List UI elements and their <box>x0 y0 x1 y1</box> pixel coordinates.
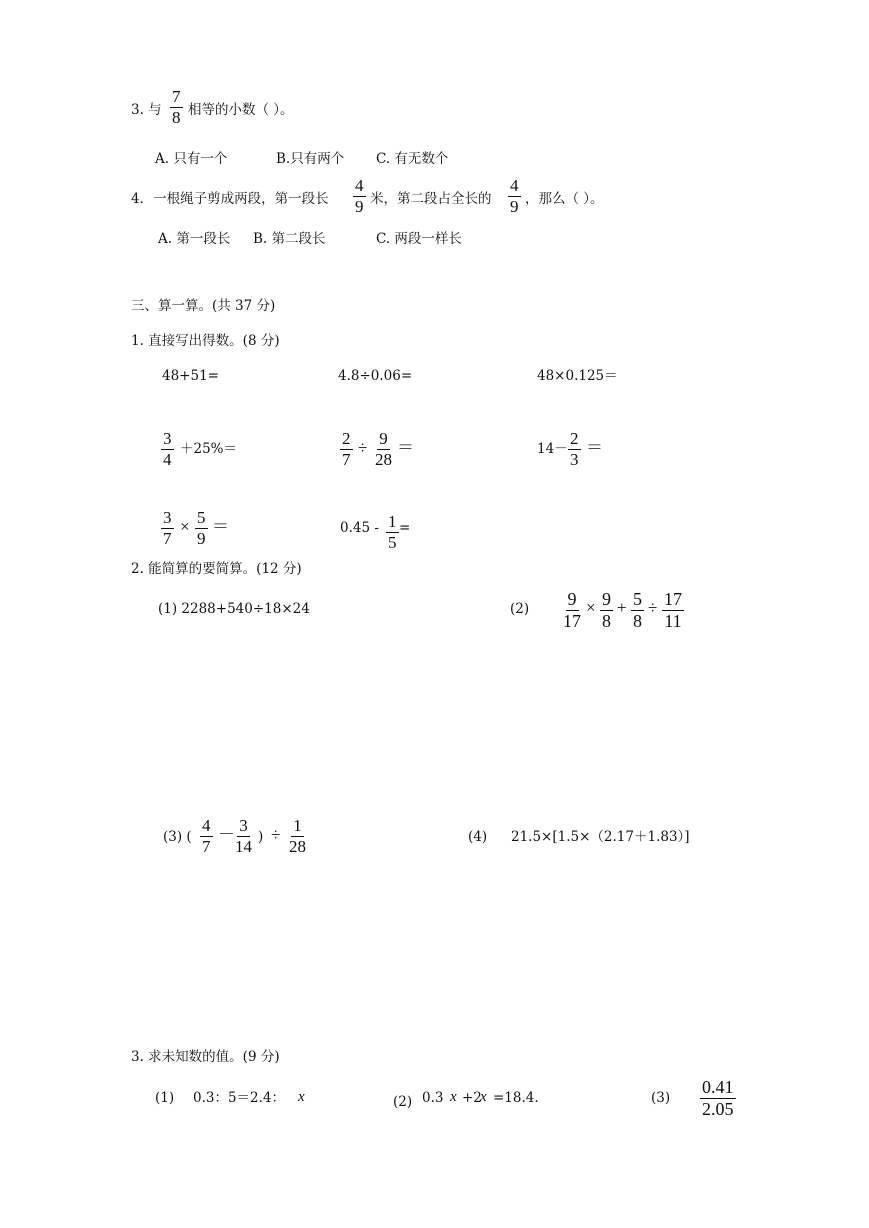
equals: ＝ <box>586 438 603 457</box>
q3-option-c: C. 有无数个 <box>376 151 449 167</box>
direct-r1-c: 48×0.125＝ <box>537 368 618 384</box>
operator: + <box>617 598 627 617</box>
frac-den: 11 <box>664 611 682 631</box>
direct-r3b-lead: 0.45 - <box>340 520 379 536</box>
frac-num: 0.41 <box>702 1077 734 1097</box>
p3-fraction-b <box>233 817 254 856</box>
unknown-p2-a: 0.3 <box>422 1090 444 1106</box>
unknown-p3-fraction <box>700 1078 736 1119</box>
q4-frac1-num: 4 <box>355 176 364 195</box>
p2-fraction-c <box>631 590 644 631</box>
q4-fraction-2 <box>508 177 521 216</box>
q3-lead: 3. 与 <box>131 102 162 118</box>
frac-num: 5 <box>197 508 206 527</box>
p2-fraction-a <box>561 590 583 631</box>
frac-num: 2 <box>570 429 579 448</box>
frac-den: 4 <box>163 450 172 469</box>
p2-fraction-b <box>600 590 613 631</box>
section-title: 三、算一算。(共 37 分) <box>131 298 276 314</box>
q3-tail: 相等的小数（ ）。 <box>188 102 294 118</box>
frac-num: 17 <box>664 589 682 609</box>
p2-fraction-d <box>662 590 684 631</box>
direct-r1-b: 4.8÷0.06= <box>338 368 413 384</box>
frac-den: 2.05 <box>702 1099 734 1119</box>
q3-frac-den: 8 <box>172 108 181 127</box>
q4-option-b: B. 第二段长 <box>253 231 326 247</box>
q4-option-a: A. 第一段长 <box>158 231 231 247</box>
operator: － <box>218 825 235 844</box>
operator: ÷ <box>648 598 658 617</box>
unknown-p1-label: (1) <box>155 1090 175 1106</box>
direct-r3a-fraction-1 <box>161 509 174 548</box>
frac-den: 8 <box>633 611 642 631</box>
unknown-p2-c: =18.4. <box>493 1090 539 1106</box>
frac-den: 5 <box>388 533 397 552</box>
unknown-p2-x1: x <box>450 1089 457 1105</box>
frac-num: 3 <box>163 508 172 527</box>
frac-den: 7 <box>163 529 172 548</box>
frac-den: 28 <box>375 450 392 469</box>
frac-num: 9 <box>602 589 611 609</box>
equals: = <box>399 520 411 536</box>
frac-den: 14 <box>235 837 252 856</box>
operator: ÷ <box>271 825 281 844</box>
q3-option-b: B.只有两个 <box>276 151 345 167</box>
q4-frac2-den: 9 <box>510 197 519 216</box>
operator: ÷ <box>358 438 368 457</box>
q4-lead: 4．一根绳子剪成两段，第一段长 <box>131 191 329 207</box>
frac-num: 9 <box>567 589 577 609</box>
direct-r2c-fraction <box>568 430 581 469</box>
direct-r2c-lead: 14－ <box>537 441 568 457</box>
frac-den: 28 <box>289 837 306 856</box>
q4-frac2-num: 4 <box>510 176 519 195</box>
unknown-p3-label: (3) <box>651 1090 671 1106</box>
simplify-title: 2. 能简算的要简算。(12 分) <box>131 561 302 577</box>
frac-den: 9 <box>197 529 206 548</box>
q4-option-c: C. 两段一样长 <box>376 231 462 247</box>
frac-num: 3 <box>163 429 172 448</box>
frac-den: 3 <box>570 450 579 469</box>
p3-fraction-a <box>200 817 213 856</box>
operator: × <box>180 517 190 536</box>
frac-num: 1 <box>388 512 397 531</box>
unknown-p2-x2: x <box>480 1089 487 1105</box>
close-paren: ) <box>258 829 264 845</box>
q4-fraction-1 <box>353 177 366 216</box>
q4-mid: 米，第二段占全长的 <box>370 191 492 207</box>
unknown-p2-b: +2 <box>462 1090 482 1106</box>
q3-frac-num: 7 <box>172 87 181 106</box>
direct-r2a-tail: ＋25%＝ <box>180 441 238 457</box>
frac-den: 8 <box>602 611 611 631</box>
simplify-p2-label: (2) <box>510 601 530 617</box>
equals: ＝ <box>212 517 229 536</box>
simplify-p4-expr: 21.5×[1.5×（2.17＋1.83）] <box>511 829 690 845</box>
direct-r1-a: 48+51= <box>162 368 219 384</box>
q4-frac1-den: 9 <box>355 197 364 216</box>
simplify-p4-label: (4) <box>468 829 488 845</box>
frac-num: 3 <box>239 816 248 835</box>
q3-fraction <box>170 88 183 127</box>
frac-num: 4 <box>202 816 211 835</box>
direct-title: 1. 直接写出得数。(8 分) <box>131 333 280 349</box>
q3-option-a: A. 只有一个 <box>155 151 228 167</box>
direct-r2b-fraction-2 <box>373 430 394 469</box>
frac-den: 7 <box>342 450 351 469</box>
direct-r3b-fraction <box>386 513 399 552</box>
equals: ＝ <box>397 438 414 457</box>
direct-r3a-fraction-2 <box>195 509 208 548</box>
unknown-p1-expr: 0.3：5＝2.4： <box>193 1090 286 1106</box>
q4-tail: ，那么（ ）。 <box>525 191 604 207</box>
frac-num: 5 <box>633 589 642 609</box>
direct-r2a-fraction <box>161 430 174 469</box>
simplify-problem-1: (1) 2288+540÷18×24 <box>158 601 310 617</box>
frac-den: 17 <box>563 611 581 631</box>
operator: × <box>586 598 596 617</box>
simplify-p3-label: (3) ( <box>163 829 192 845</box>
unknown-title: 3. 求未知数的值。(9 分) <box>131 1049 280 1065</box>
unknown-p2-label: (2) <box>393 1094 413 1110</box>
unknown-p1-var: x <box>298 1089 305 1105</box>
frac-num: 9 <box>379 429 388 448</box>
p3-fraction-c <box>287 817 308 856</box>
frac-den: 7 <box>202 837 211 856</box>
frac-num: 1 <box>293 816 302 835</box>
direct-r2b-fraction-1 <box>340 430 353 469</box>
frac-num: 2 <box>342 429 351 448</box>
